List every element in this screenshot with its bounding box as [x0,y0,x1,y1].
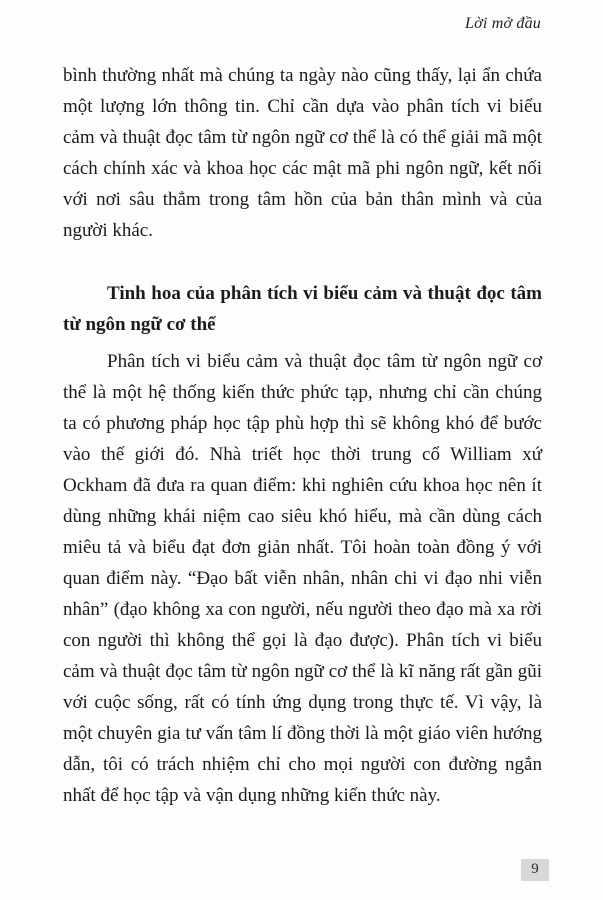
section-heading: Tinh hoa của phân tích vi biểu cảm và thuật đọc tâm từ ngôn ngữ cơ thể [63,283,542,335]
running-header: Lời mở đầu [465,15,541,32]
page-number-badge: 9 [521,859,549,881]
paragraph-body: Phân tích vi biểu cảm và thuật đọc tâm từ ngôn ngữ cơ thể là một hệ thống kiến thức phức tạp, nhưng chỉ cần chúng ta có phương pháp học tập phù hợp thì sẽ không khó để bước vào thế giới đó. Nhà triết học thời trung cổ William xứ Ockham đã đưa ra quan điểm: khi nghiên cứu khoa học nên ít dùng những khái niệm cao siêu khó hiểu, mà cần dùng cách miêu tả và biểu đạt đơn giản nhất. Tôi hoàn toàn đồng ý với quan điểm này. “Đạo bất viễn nhân, nhân chi vi đạo nhi viễn nhân” (đạo không xa con người, nếu người theo đạo mà xa rời con người thì không thể gọi là đạo được). Phân tích vi biểu cảm và thuật đọc tâm từ ngôn ngữ cơ thể là kĩ năng rất gần gũi với cuộc sống, rất có tính ứng dụng trong thực tế. Vì vậy, là một chuyên gia tư vấn tâm lí đồng thời là một giáo viên hướng dẫn, tôi có trách nhiệm chỉ cho mọi người con đường ngắn nhất để học tập và vận dụng những kiến thức này. [63,351,542,806]
page-content [63,60,542,811]
paragraph-continued: bình thường nhất mà chúng ta ngày nào cũng thấy, lại ẩn chứa một lượng lớn thông tin. Chỉ cần dựa vào phân tích vi biểu cảm và thuật đọc tâm từ ngôn ngữ cơ thể là có thể giải mã một cách chính xác và khoa học các mật mã phi ngôn ngữ, kết nối với nơi sâu thẳm trong tâm hồn của bản thân mình và của người khác. [63,65,542,241]
